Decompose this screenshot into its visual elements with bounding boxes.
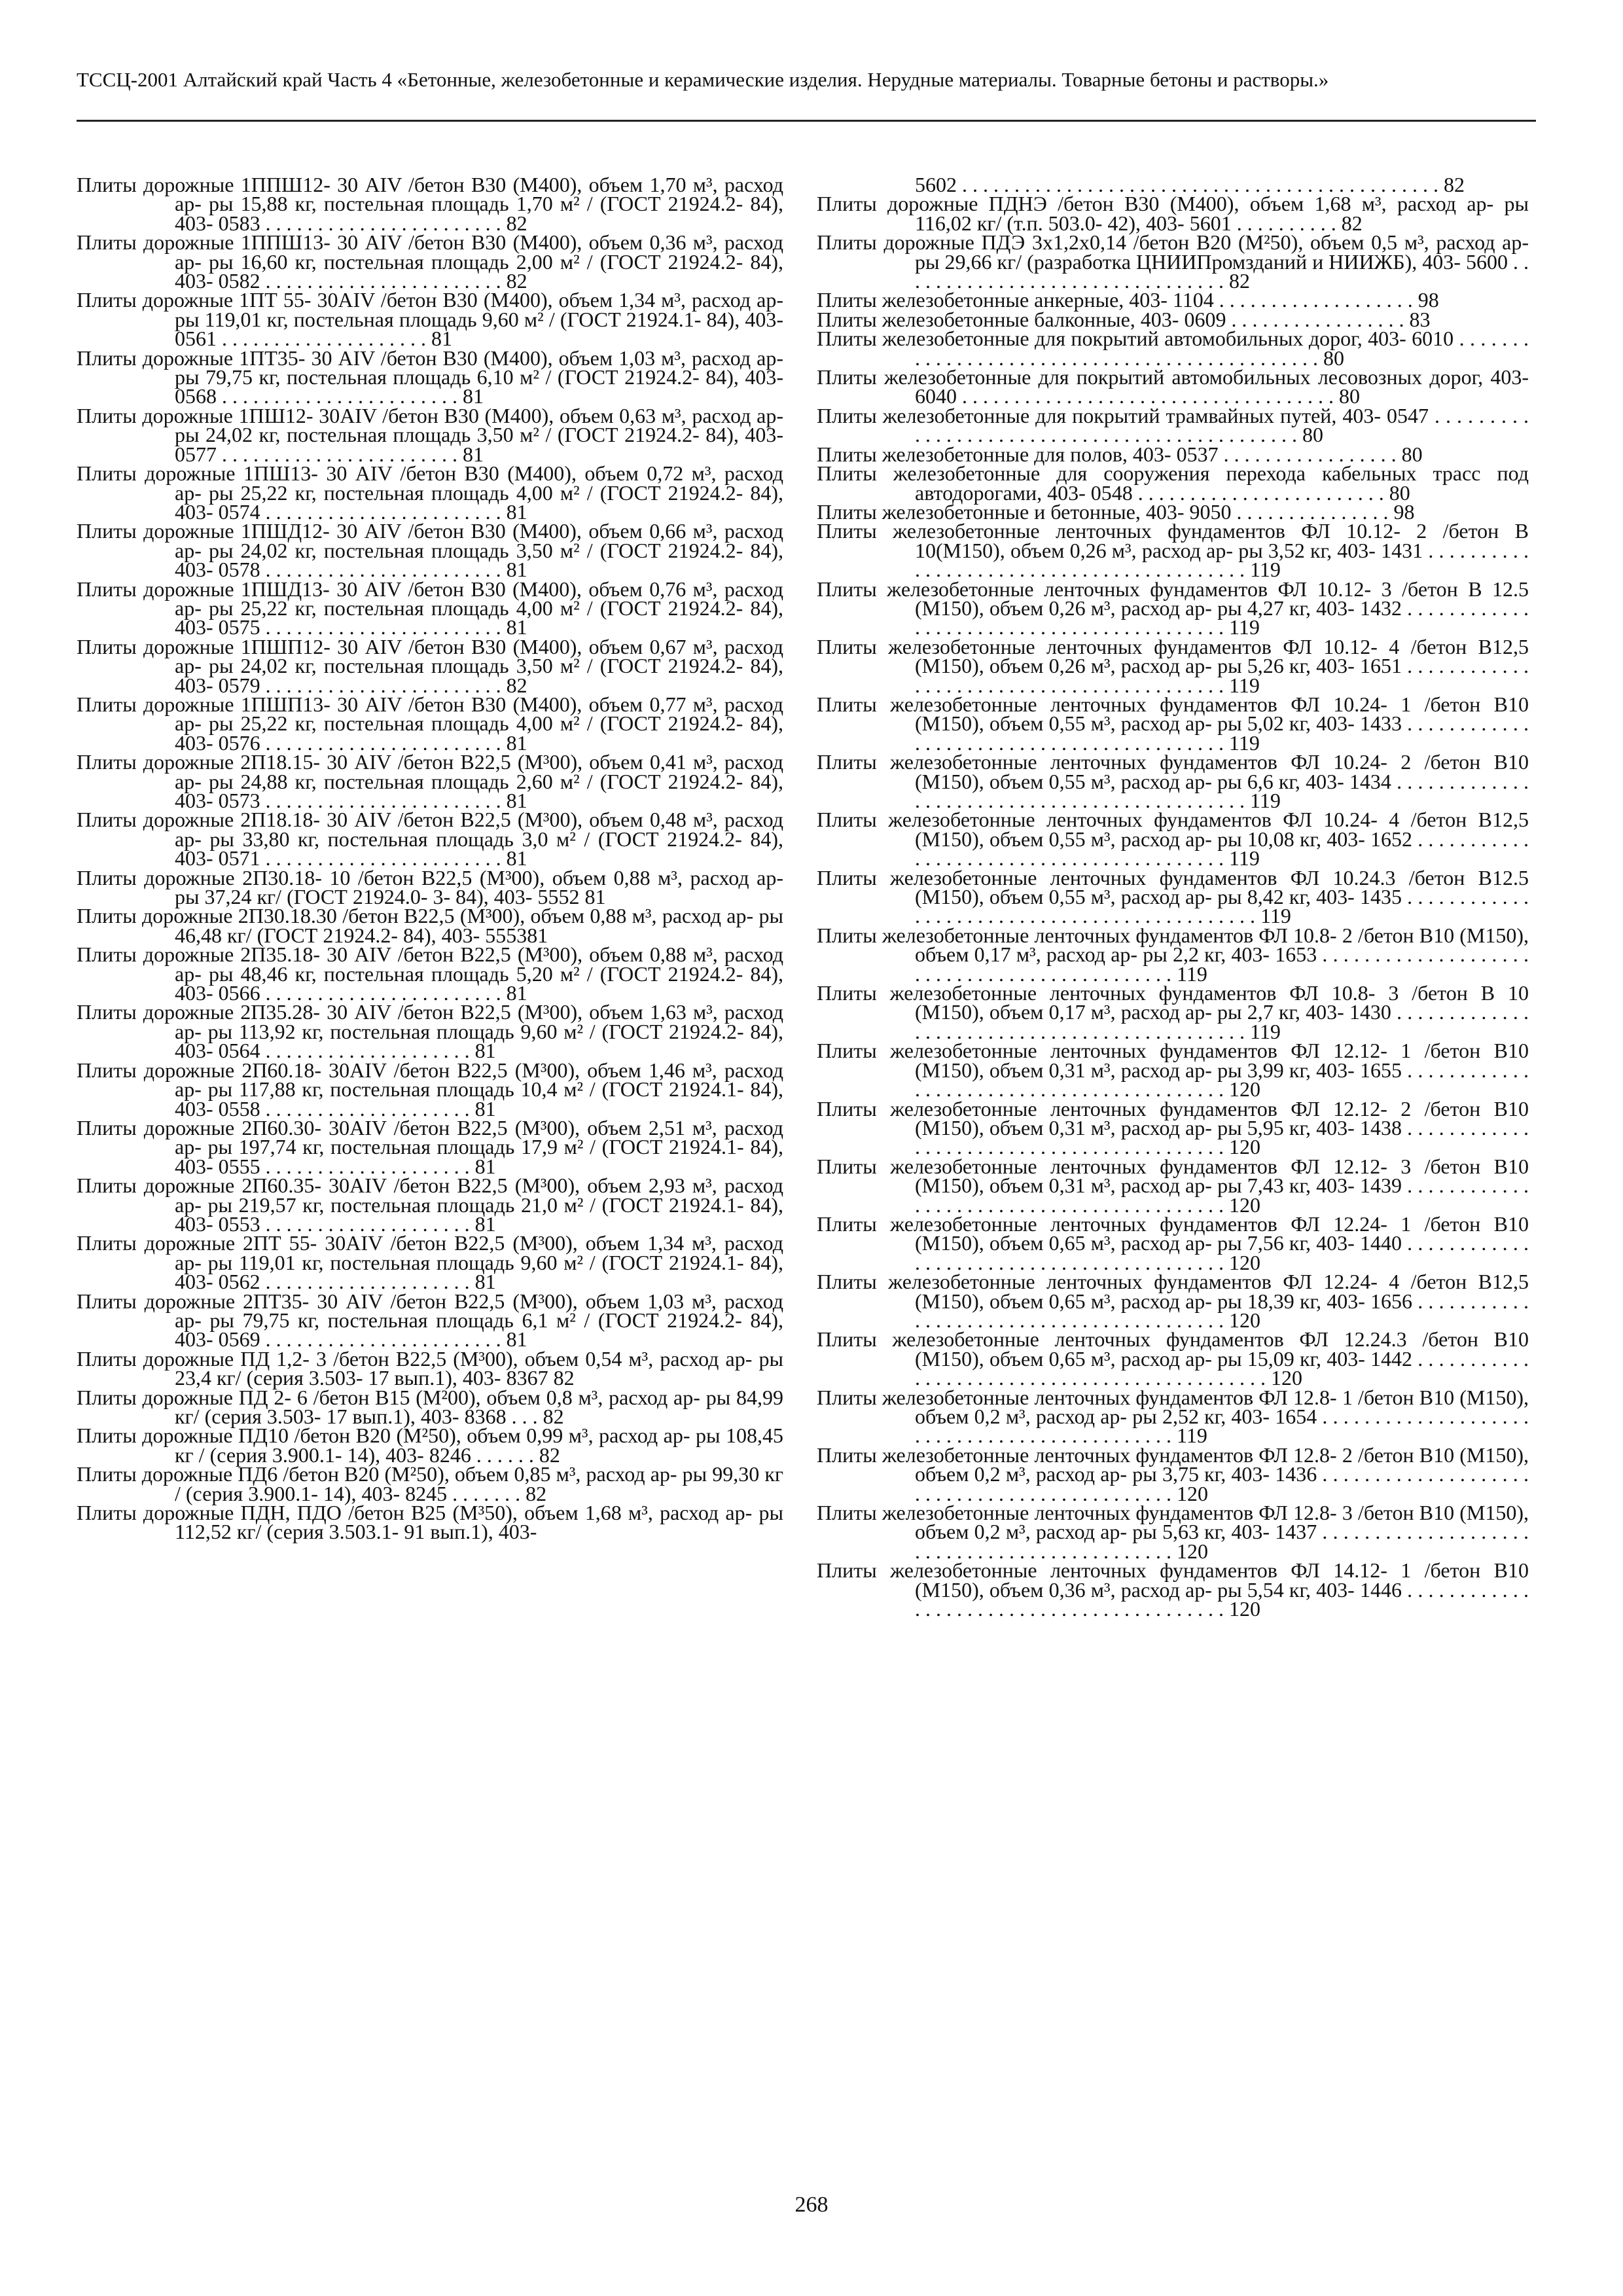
index-entry: Плиты дорожные ПДН, ПДО /бетон B25 (М³50), объем 1,68 м³, расход ар- ры 112,52 кг/ (серия 3.503.1- 91 вып.1), 403-	[77, 1501, 783, 1544]
index-entry: Плиты дорожные 2П18.15- 30 AIV /бетон B22,5 (М³00), объем 0,41 м³, расход ар- ры 24,88 кг, постельная площадь 2,60 м² / (ГОСТ 21924.2- 84), 403- 0573 . . . . . . . . . . . . . . . . . . . . . . . 81	[77, 750, 783, 812]
index-entry: Плиты железобетонные для покрытий автомобильных лесовозных дорог, 403- 6040 . . . . . . . . . . . . . . . . . . . . . . . . . . . . . . . . . . . . 80	[817, 365, 1529, 408]
index-entry: Плиты дорожные 1ППШ13- 30 AIV /бетон B30 (М400), объем 0,36 м³, расход ар- ры 16,60 кг, постельная площадь 2,00 м² / (ГОСТ 21924.2- 84), 403- 0582 . . . . . . . . . . . . . . . . . . . . . . . 82	[77, 230, 783, 293]
index-entry: Плиты железобетонные для полов, 403- 0537 . . . . . . . . . . . . . . . . . 80	[817, 442, 1423, 466]
index-entry: Плиты дорожные 2П60.35- 30AIV /бетон B22,5 (М³00), объем 2,93 м³, расход ар- ры 219,57 кг, постельная площадь 21,0 м² / (ГОСТ 21924.1- 84), 403- 0553 . . . . . . . . . . . . . . . . . . . . 81	[77, 1174, 784, 1236]
index-entry: Плиты железобетонные ленточных фундаментов ФЛ 10.8- 3 /бетон В 10 (М150), объем 0,17 м³, расход ар- ры 2,7 кг, 403- 1430 . . . . . . . . . . . . . . . . . . . . . . . . . . . . . . . . . . . . . . . . . . . . . 119	[817, 981, 1529, 1043]
index-entry: Плиты дорожные 2П30.18- 10 /бетон B22,5 (М³00), объем 0,88 м³, расход ар- ры 37,24 кг/ (ГОСТ 21924.0- 3- 84), 403- 5552 81	[77, 865, 783, 909]
header-divider	[77, 120, 1536, 122]
index-entry: Плиты дорожные 1ПШД13- 30 AIV /бетон B30 (М400), объем 0,76 м³, расход ар- ры 25,22 кг, постельная площадь 4,00 м² / (ГОСТ 21924.2- 84), 403- 0575 . . . . . . . . . . . . . . . . . . . . . . . 81	[77, 577, 783, 639]
index-entry: Плиты железобетонные ленточных фундаментов ФЛ 14.12- 1 /бетон В10 (М150), объем 0,36 м³, расход ар- ры 5,54 кг, 403- 1446 . . . . . . . . . . . . . . . . . . . . . . . . . . . . . . . . . . . . . . . . . . 120	[817, 1558, 1529, 1621]
index-entry: Плиты дорожные 2П60.30- 30AIV /бетон B22,5 (М³00), объем 2,51 м³, расход ар- ры 197,74 кг, постельная площадь 17,9 м² / (ГОСТ 21924.1- 84), 403- 0555 . . . . . . . . . . . . . . . . . . . . 81	[77, 1115, 784, 1178]
index-entry: Плиты дорожные 2П18.18- 30 AIV /бетон B22,5 (М³00), объем 0,48 м³, расход ар- ры 33,80 кг, постельная площадь 3,0 м² / (ГОСТ 21924.2- 84), 403- 0571 . . . . . . . . . . . . . . . . . . . . . . . 81	[77, 808, 783, 870]
index-entry: Плиты железобетонные ленточных фундаментов ФЛ 12.12- 3 /бетон В10 (М150), объем 0,31 м³, расход ар- ры 7,43 кг, 403- 1439 . . . . . . . . . . . . . . . . . . . . . . . . . . . . . . . . . . . . . . . . . . 120	[817, 1154, 1529, 1217]
index-entry: Плиты дорожные 1ППШ12- 30 AIV /бетон B30 (М400), объем 1,70 м³, расход ар- ры 15,88 кг, постельная площадь 1,70 м² / (ГОСТ 21924.2- 84), 403- 0583 . . . . . . . . . . . . . . . . . . . . . . . 82	[77, 173, 783, 235]
index-entry: Плиты дорожные 2П35.18- 30 AIV /бетон B22,5 (М³00), объем 0,88 м³, расход ар- ры 48,46 кг, постельная площадь 5,20 м² / (ГОСТ 21924.2- 84), 403- 0566 . . . . . . . . . . . . . . . . . . . . . . . 81	[77, 942, 783, 1005]
index-entry: Плиты железобетонные ленточных фундаментов ФЛ 10.24- 1 /бетон В10 (М150), объем 0,55 м³, расход ар- ры 5,02 кг, 403- 1433 . . . . . . . . . . . . . . . . . . . . . . . . . . . . . . . . . . . . . . . . . . 119	[817, 692, 1529, 755]
index-entry: Плиты дорожные 1ПТ 55- 30AIV /бетон В30 (М400), объем 1,34 м³, расход ар- ры 119,01 кг, постельная площадь 9,60 м² / (ГОСТ 21924.1- 84), 403- 0561 . . . . . . . . . . . . . . . . . . . . 81	[77, 288, 783, 351]
index-entry: Плиты дорожные 1ПШП12- 30 AIV /бетон B30 (М400), объем 0,67 м³, расход ар- ры 24,02 кг, постельная площадь 3,50 м² / (ГОСТ 21924.2- 84), 403- 0579 . . . . . . . . . . . . . . . . . . . . . . . 82	[77, 634, 783, 697]
index-entry: Плиты железобетонные для покрытий трамвайных путей, 403- 0547 . . . . . . . . . . . . . . . . . . . . . . . . . . . . . . . . . . . . . . . . . . . . . . 80	[817, 403, 1529, 447]
index-entry: Плиты железобетонные для покрытий автомобильных дорог, 403- 6010 . . . . . . . . . . . . . . . . . . . . . . . . . . . . . . . . . . . . . . . . . . . . . . 80	[817, 327, 1529, 370]
index-entry: Плиты железобетонные ленточных фундаментов ФЛ 12.24- 1 /бетон В10 (М150), объем 0,65 м³, расход ар- ры 7,56 кг, 403- 1440 . . . . . . . . . . . . . . . . . . . . . . . . . . . . . . . . . . . . . . . . . . 120	[817, 1211, 1529, 1274]
index-entry: Плиты дорожные ПД 1,2- 3 /бетон B22,5 (М³00), объем 0,54 м³, расход ар- ры 23,4 кг/ (серия 3.503- 17 вып.1), 403- 8367 82	[77, 1346, 783, 1390]
index-entry: Плиты дорожные 2ПТ 55- 30AIV /бетон B22,5 (М³00), объем 1,34 м³, расход ар- ры 119,01 кг, постельная площадь 9,60 м² / (ГОСТ 21924.1- 84), 403- 0562 . . . . . . . . . . . . . . . . . . . . 81	[77, 1231, 783, 1294]
index-entry: Плиты железобетонные балконные, 403- 0609 . . . . . . . . . . . . . . . . . 83	[817, 307, 1431, 331]
index-entry: Плиты железобетонные ленточных фундаментов ФЛ 10.12- 4 /бетон В12,5 (М150), объем 0,26 м³, расход ар- ры 5,26 кг, 403- 1651 . . . . . . . . . . . . . . . . . . . . . . . . . . . . . . . . . . . . . . . . . . 119	[817, 634, 1529, 697]
index-entry: Плиты железобетонные ленточных фундаментов ФЛ 10.24.3 /бетон В12.5 (М150), объем 0,55 м³, расход ар- ры 8,42 кг, 403- 1435 . . . . . . . . . . . . . . . . . . . . . . . . . . . . . . . . . . . . . . . . . . . . . 119	[817, 865, 1529, 928]
index-entry: Плиты дорожные 1ПШ12- 30AIV /бетон B30 (М400), объем 0,63 м³, расход ар- ры 24,02 кг, постельная площадь 3,50 м² / (ГОСТ 21924.2- 84), 403- 0577 . . . . . . . . . . . . . . . . . . . . . . . 81	[77, 403, 784, 466]
index-column-right	[817, 175, 1529, 1619]
index-entry: Плиты дорожные 2П35.28- 30 AIV /бетон B22,5 (М³00), объем 1,63 м³, расход ар- ры 113,92 кг, постельная площадь 9,60 м² / (ГОСТ 21924.2- 84), 403- 0564 . . . . . . . . . . . . . . . . . . . . 81	[77, 1000, 783, 1063]
index-entry: Плиты дорожные ПД6 /бетон B20 (М²50), объем 0,85 м³, расход ар- ры 99,30 кг / (серия 3.900.1- 14), 403- 8245 . . . . . . . 82	[77, 1462, 783, 1505]
index-entry: Плиты железобетонные ленточных фундаментов ФЛ 10.24- 4 /бетон В12,5 (М150), объем 0,55 м³, расход ар- ры 10,08 кг, 403- 1652 . . . . . . . . . . . . . . . . . . . . . . . . . . . . . . . . . . . . . . . . . 119	[817, 808, 1529, 870]
index-entry: Плиты железобетонные ленточных фундаментов ФЛ 10.8- 2 /бетон В10 (М150), объем 0,17 м³, расход ар- ры 2,2 кг, 403- 1653 . . . . . . . . . . . . . . . . . . . . . . . . . . . . . . . . . . . . . . . . . . . . . 119	[817, 923, 1529, 986]
index-entry: Плиты дорожные 1ПШП13- 30 AIV /бетон B30 (М400), объем 0,77 м³, расход ар- ры 25,22 кг, постельная площадь 4,00 м² / (ГОСТ 21924.2- 84), 403- 0576 . . . . . . . . . . . . . . . . . . . . . . . 81	[77, 692, 783, 755]
page-header: ТССЦ-2001 Алтайский край Часть 4 «Бетонные, железобетонные и керамические изделия. Нерудные материалы. Товарные бетоны и растворы.»	[77, 68, 1329, 91]
index-entry: Плиты железобетонные ленточных фундаментов ФЛ 12.8- 1 /бетон В10 (М150), объем 0,2 м³, расход ар- ры 2,52 кг, 403- 1654 . . . . . . . . . . . . . . . . . . . . . . . . . . . . . . . . . . . . . . . . . . . . . 119	[817, 1385, 1529, 1448]
index-entry: Плиты железобетонные анкерные, 403- 1104 . . . . . . . . . . . . . . . . . . . 98	[817, 288, 1439, 312]
index-entry: Плиты железобетонные ленточных фундаментов ФЛ 12.24- 4 /бетон В12,5 (М150), объем 0,65 м³, расход ар- ры 18,39 кг, 403- 1656 . . . . . . . . . . . . . . . . . . . . . . . . . . . . . . . . . . . . . . . . . 120	[817, 1270, 1529, 1332]
index-entry: Плиты дорожные ПД 2- 6 /бетон B15 (М²00), объем 0,8 м³, расход ар- ры 84,99 кг/ (серия 3.503- 17 вып.1), 403- 8368 . . . 82	[77, 1385, 783, 1428]
index-entry: Плиты железобетонные ленточных фундаментов ФЛ 12.8- 2 /бетон В10 (М150), объем 0,2 м³, расход ар- ры 3,75 кг, 403- 1436 . . . . . . . . . . . . . . . . . . . . . . . . . . . . . . . . . . . . . . . . . . . . . 120	[817, 1443, 1529, 1505]
index-entry: Плиты железобетонные ленточных фундаментов ФЛ 10.12- 2 /бетон В 10(М150), объем 0,26 м³, расход ар- ры 3,52 кг, 403- 1431 . . . . . . . . . . . . . . . . . . . . . . . . . . . . . . . . . . . . . . . . . . 119	[817, 519, 1529, 582]
index-column-left	[77, 175, 783, 1542]
index-entry: Плиты железобетонные ленточных фундаментов ФЛ 12.12- 2 /бетон В10 (М150), объем 0,31 м³, расход ар- ры 5,95 кг, 403- 1438 . . . . . . . . . . . . . . . . . . . . . . . . . . . . . . . . . . . . . . . . . . 120	[817, 1096, 1529, 1159]
index-entry: Плиты дорожные ПДНЭ /бетон B30 (М400), объем 1,68 м³, расход ар- ры 116,02 кг/ (т.п. 503.0- 42), 403- 5601 . . . . . . . . . . 82	[817, 192, 1529, 235]
index-entry: Плиты железобетонные ленточных фундаментов ФЛ 10.12- 3 /бетон В 12.5 (М150), объем 0,26 м³, расход ар- ры 4,27 кг, 403- 1432 . . . . . . . . . . . . . . . . . . . . . . . . . . . . . . . . . . . . . . . . . . 119	[817, 577, 1529, 639]
index-entry: Плиты дорожные 1ПТ35- 30 AIV /бетон В30 (М400), объем 1,03 м³, расход ар- ры 79,75 кг, постельная площадь 6,10 м² / (ГОСТ 21924.2- 84), 403- 0568 . . . . . . . . . . . . . . . . . . . . . . . 81	[77, 346, 783, 408]
index-entry-continuation: 5602 . . . . . . . . . . . . . . . . . . . . . . . . . . . . . . . . . . . . . . . . . . . . . . 82	[915, 173, 1465, 196]
index-entry: Плиты дорожные ПД10 /бетон B20 (М²50), объем 0,99 м³, расход ар- ры 108,45 кг / (серия 3.900.1- 14), 403- 8246 . . . . . . 82	[77, 1424, 783, 1467]
index-entry: Плиты железобетонные ленточных фундаментов ФЛ 12.24.3 /бетон В10 (М150), объем 0,65 м³, расход ар- ры 15,09 кг, 403- 1442 . . . . . . . . . . . . . . . . . . . . . . . . . . . . . . . . . . . . . . . . . . . . . 120	[817, 1327, 1529, 1390]
index-entry: Плиты дорожные 2ПТ35- 30 AIV /бетон B22,5 (М³00), объем 1,03 м³, расход ар- ры 79,75 кг, постельная площадь 6,1 м² / (ГОСТ 21924.2- 84), 403- 0569 . . . . . . . . . . . . . . . . . . . . . . . 81	[77, 1289, 783, 1352]
index-entry: Плиты дорожные 1ПШ13- 30 AIV /бетон B30 (М400), объем 0,72 м³, расход ар- ры 25,22 кг, постельная площадь 4,00 м² / (ГОСТ 21924.2- 84), 403- 0574 . . . . . . . . . . . . . . . . . . . . . . . 81	[77, 461, 783, 524]
index-entry: Плиты железобетонные для сооружения перехода кабельных трасс под автодорогами, 403- 0548 . . . . . . . . . . . . . . . . . . . . . . . . 80	[817, 461, 1529, 505]
index-entry: Плиты дорожные 1ПШД12- 30 AIV /бетон B30 (М400), объем 0,66 м³, расход ар- ры 24,02 кг, постельная площадь 3,50 м² / (ГОСТ 21924.2- 84), 403- 0578 . . . . . . . . . . . . . . . . . . . . . . . 81	[77, 519, 783, 582]
index-entry: Плиты железобетонные ленточных фундаментов ФЛ 12.12- 1 /бетон В10 (М150), объем 0,31 м³, расход ар- ры 3,99 кг, 403- 1655 . . . . . . . . . . . . . . . . . . . . . . . . . . . . . . . . . . . . . . . . . . 120	[817, 1039, 1529, 1102]
index-entry: Плиты железобетонные ленточных фундаментов ФЛ 12.8- 3 /бетон В10 (М150), объем 0,2 м³, расход ар- ры 5,63 кг, 403- 1437 . . . . . . . . . . . . . . . . . . . . . . . . . . . . . . . . . . . . . . . . . . . . . 120	[817, 1501, 1529, 1563]
index-entry: Плиты дорожные 2П60.18- 30AIV /бетон B22,5 (М³00), объем 1,46 м³, расход ар- ры 117,88 кг, постельная площадь 10,4 м² / (ГОСТ 21924.1- 84), 403- 0558 . . . . . . . . . . . . . . . . . . . . 81	[77, 1058, 784, 1121]
index-entry: Плиты дорожные ПДЭ 3х1,2х0,14 /бетон B20 (М²50), объем 0,5 м³, расход ар- ры 29,66 кг/ (разработка ЦНИИПромзданий и НИИЖБ), 403- 5600 . . . . . . . . . . . . . . . . . . . . . . . . . . . . . . . . 82	[817, 230, 1529, 293]
index-entry: Плиты дорожные 2П30.18.30 /бетон B22,5 (М³00), объем 0,88 м³, расход ар- ры 46,48 кг/ (ГОСТ 21924.2- 84), 403- 555381	[77, 904, 783, 947]
index-entry: Плиты железобетонные и бетонные, 403- 9050 . . . . . . . . . . . . . . . 98	[817, 499, 1415, 524]
page-number: 268	[794, 2193, 829, 2217]
index-entry: Плиты железобетонные ленточных фундаментов ФЛ 10.24- 2 /бетон В10 (М150), объем 0,55 м³, расход ар- ры 6,6 кг, 403- 1434 . . . . . . . . . . . . . . . . . . . . . . . . . . . . . . . . . . . . . . . . . . . . . 119	[817, 750, 1529, 812]
